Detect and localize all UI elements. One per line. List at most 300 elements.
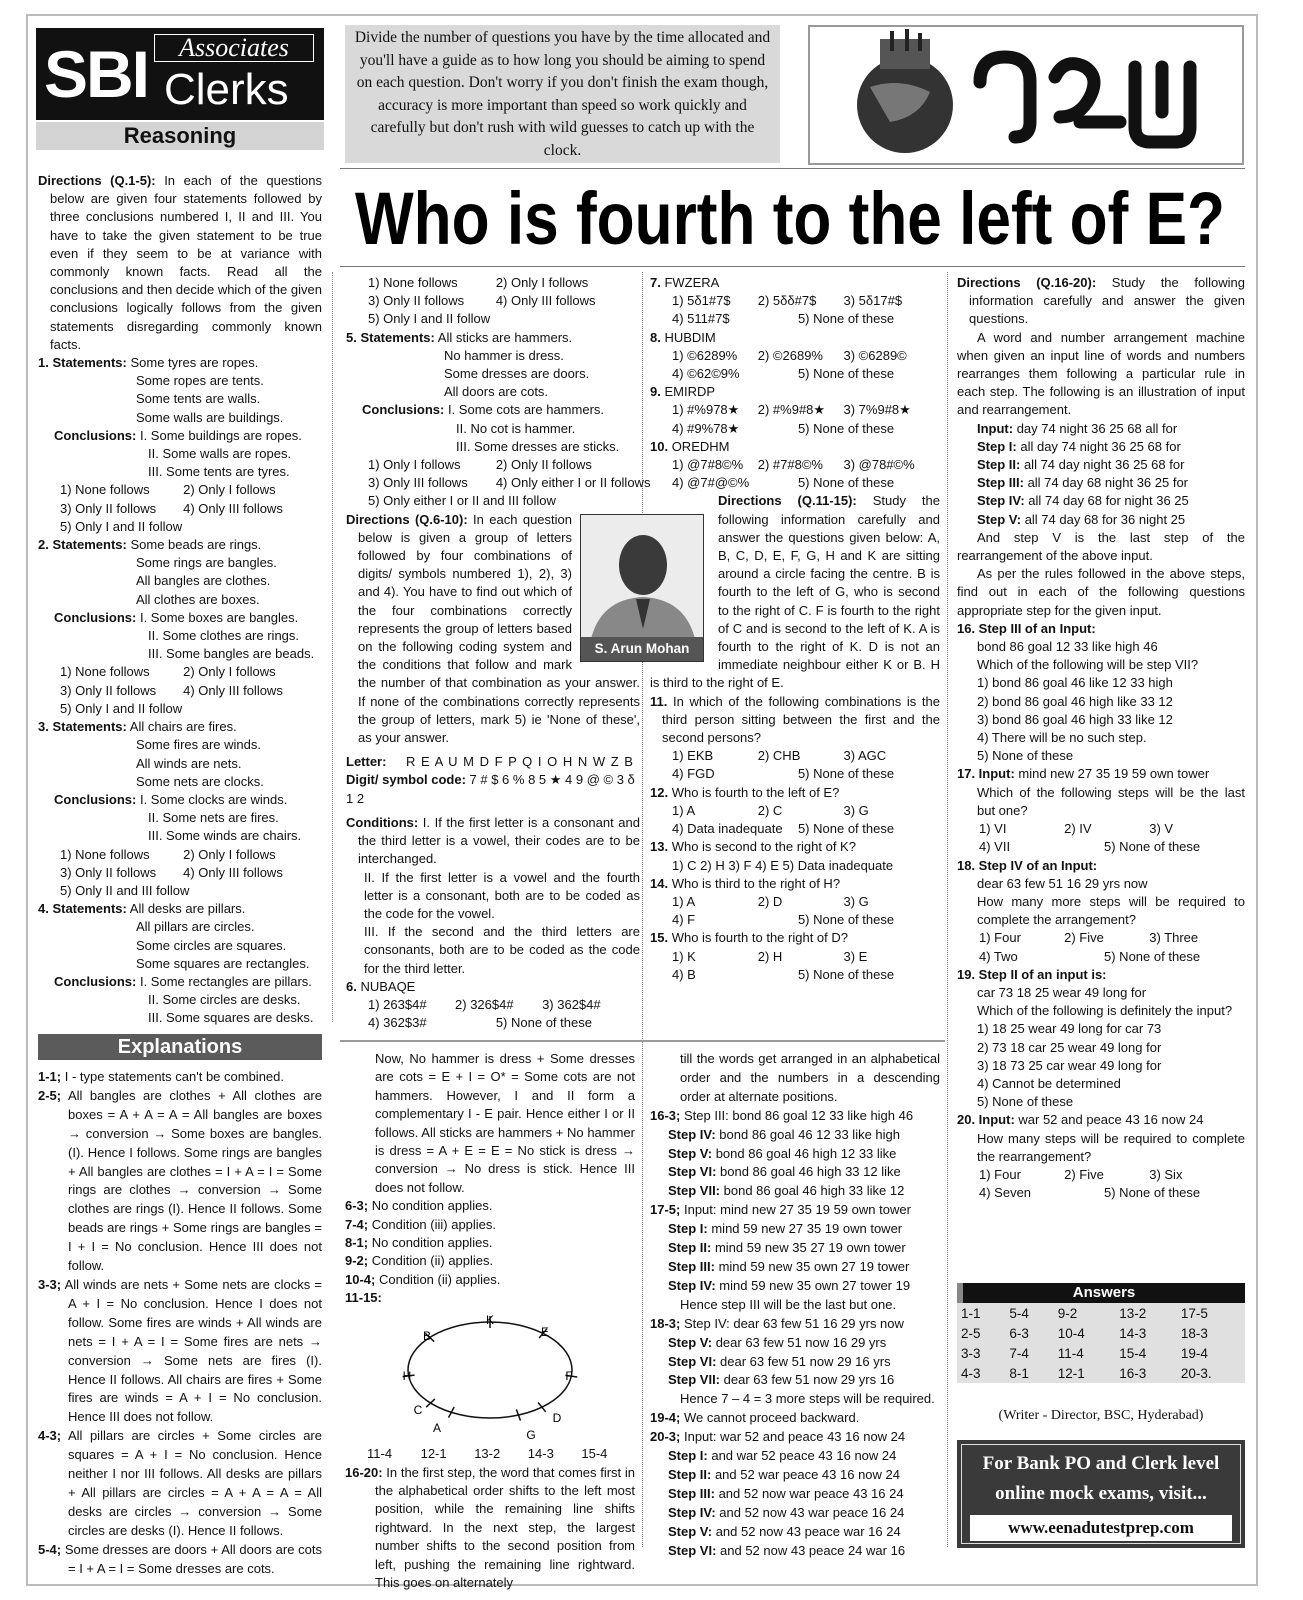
seat-label: D xyxy=(552,1410,562,1425)
answer-cell: 3-3 xyxy=(961,1345,981,1361)
question-line xyxy=(957,747,1245,765)
question-line xyxy=(957,1130,1245,1166)
conclusion-line xyxy=(346,420,640,438)
explanation-text xyxy=(346,923,640,978)
label: Step I: xyxy=(668,1448,708,1464)
seat-label: K xyxy=(485,1312,495,1327)
text: Some fires are winds. xyxy=(136,737,261,753)
text: How many more steps will be required to complete the arrangement? xyxy=(977,893,1245,928)
option: 15-4 xyxy=(581,1446,608,1462)
option: 4) Seven xyxy=(979,1185,1032,1201)
explanation xyxy=(38,1541,322,1579)
text: bond 86 goal 46 high 33 like 12 xyxy=(720,1183,905,1199)
explanation-step xyxy=(650,1258,940,1277)
label: 5. Statements: xyxy=(346,329,435,345)
option: 1) None follows xyxy=(60,664,150,680)
conclusion-line xyxy=(38,645,322,663)
paragraph xyxy=(957,529,1245,565)
option: 2) Five xyxy=(1064,930,1104,946)
conclusions xyxy=(38,609,322,627)
label: 7-4; xyxy=(345,1216,369,1232)
option: 4) Only III follows xyxy=(183,500,283,516)
option: 4) Only III follows xyxy=(183,682,283,698)
option: 4) @7#@©% xyxy=(672,475,750,491)
text: and 52 now 43 war peace 16 24 xyxy=(715,1504,905,1520)
option: 2) D xyxy=(757,893,783,909)
option: 1) 5δ1#7$ xyxy=(672,293,731,309)
label: Step VI: xyxy=(668,1164,717,1180)
text: war 52 and peace 43 16 now 24 xyxy=(1014,1112,1204,1128)
question-line xyxy=(957,693,1245,711)
explanation-step xyxy=(650,1220,940,1239)
option: 4) Only either I or II follows xyxy=(495,475,651,491)
explanation-text xyxy=(650,1296,940,1315)
option: 4) Data inadequate xyxy=(672,821,783,837)
option: 2) Only I follows xyxy=(183,482,276,498)
option: 2) Five xyxy=(1064,1166,1104,1182)
explanation xyxy=(345,1252,635,1270)
globe-logo-icon xyxy=(810,27,1242,163)
text: Which of the following will be step VII? xyxy=(977,657,1199,673)
column-divider xyxy=(642,272,643,1547)
text: In each question below is given a group of letters followed by four combinations of digits/ symbols numbered 1), 2), 3) and 4). You have to find out which of the four combinations correctly represents the group of letters based on the following coding system and the conditions that follow and mark the number of that combination as your answer. If none of the combinations correctly represents the group of letters, mark 5) ie 'None of these', as your answer. xyxy=(358,511,640,746)
option: 3) E xyxy=(843,948,868,964)
option: 5) None of these xyxy=(797,821,895,837)
text: All bangles are clothes + All clothes are boxes = A + A = A = All bangles are boxes → conversion → Some boxes are bangles. (I). Hence I follows. Some rings are bangles + All bangles are clothes = I + A = I = Some rings are clothes → conversion → Some clothes are rings (I). Hence II follows. Some beads are rings + Some rings are bangles = I + I = No conclusion. Hence III does not follow. xyxy=(61,1087,322,1274)
options-row xyxy=(957,1166,1245,1184)
text: Some rings are bangles. xyxy=(136,555,277,571)
explanation-text xyxy=(650,1390,940,1409)
option: 5) None of these xyxy=(797,966,895,982)
option: 2) C xyxy=(757,802,783,818)
option: 2) Only I follows xyxy=(183,846,276,862)
text: Who is second to the right of K? xyxy=(668,839,856,855)
option: 4) FGD xyxy=(672,766,715,782)
seating-circle-diagram xyxy=(345,1308,635,1440)
text: dear 63 few 51 16 29 yrs now xyxy=(977,875,1148,891)
label: Step III: xyxy=(668,1258,715,1274)
conclusion-line xyxy=(38,445,322,463)
statement-line xyxy=(38,591,322,609)
text: In the first step, the word that comes first in the alphabetical order shifts to the left most position, while the remaining line shifts rightward. In the next step, the largest number shifts to the second position from left, pushing the remaining line rightward. This goes on alternately xyxy=(375,1464,635,1590)
options-row xyxy=(957,948,1245,966)
option: 3) 7%9#8★ xyxy=(843,402,911,418)
label: 13. xyxy=(650,839,669,855)
question-line xyxy=(957,729,1245,747)
seat-label: B xyxy=(422,1328,432,1343)
answer-cell: 5-4 xyxy=(1009,1305,1029,1321)
text: Which of the following is definitely the input? xyxy=(977,1003,1233,1019)
explanation xyxy=(38,1427,322,1540)
text: II. No cot is hammer. xyxy=(456,420,576,436)
text: All pillars are circles + Some circles are squares = A + I = No conclusion. Hence neither I nor III follows. All desks are pillars + All pillars are circles = A + A = A = All desks are circles → conversion → Some circles are desks (I). Hence II follows. xyxy=(61,1428,322,1538)
text: How many steps will be required to complete the rearrangement? xyxy=(977,1130,1245,1164)
text: All doors are cots. xyxy=(444,384,549,400)
text: Input: mind new 27 35 19 59 own tower xyxy=(680,1202,911,1218)
option: 3) Only II follows xyxy=(60,864,157,880)
conclusion-line xyxy=(38,991,322,1009)
label: Step V: xyxy=(668,1145,713,1161)
options-row xyxy=(346,1014,640,1032)
option: 5) None of these xyxy=(797,475,895,491)
option: 4) #9%78★ xyxy=(672,420,740,436)
text: all day 74 night 36 25 68 for xyxy=(1016,438,1181,454)
text: And step V is the last step of the rearrangement of the above input. xyxy=(957,529,1245,564)
options-row xyxy=(650,893,940,911)
option: 2) #%9#8★ xyxy=(757,402,826,418)
letter-label: Letter: xyxy=(346,754,387,770)
paragraph xyxy=(957,329,1245,420)
author-name: S. Arun Mohan xyxy=(581,637,703,661)
codes-row: 7 # $ 6 % 8 5 ★ 4 9 @ © 3 δ 1 2 xyxy=(346,772,635,806)
answer-cell: 19-4 xyxy=(1180,1345,1208,1361)
text: A word and number arrangement machine when given an input line of words and numbers rearranges them following a particular rule in each step. The following is an illustration of input and rearrangement. xyxy=(957,329,1245,418)
text: and 52 now 43 peace 24 war 16 xyxy=(716,1542,906,1558)
text: mind 59 new 27 35 19 own tower xyxy=(707,1221,903,1237)
step-line xyxy=(957,456,1245,474)
options-row xyxy=(38,846,322,864)
text: 3) bond 86 goal 46 high 33 like 12 xyxy=(977,711,1173,727)
explanations-col-a xyxy=(38,1068,322,1578)
conclusion-line xyxy=(38,463,322,481)
answer-cell: 1-1 xyxy=(961,1305,981,1321)
text: All winds are nets + Some nets are clocks = A + I = No conclusion. Hence I does not follow. Some fires are winds + All winds are nets = I + A = I = Some fires are nets → conversion → Some nets are fires (I). Hence II follows. All chairs are fires + Some fires are winds = A + I = No conclusion. Hence III does not follow. xyxy=(61,1276,322,1425)
option: 3) @78#©% xyxy=(843,457,915,473)
text: and 52 now 43 peace war 16 24 xyxy=(712,1523,901,1539)
exam-tip: Divide the number of questions you have by the time allocated and you'll have a guide as to how long you should be aiming to spend on each question. Don't worry if you don't finish the exam though, accuracy is more important than speed so work quickly and carefully but don't rush with wild guesses to catch up with the clock. xyxy=(345,25,780,163)
options-row xyxy=(650,820,940,838)
options-row xyxy=(650,948,940,966)
options-row xyxy=(650,802,940,820)
explanation xyxy=(38,1087,322,1276)
label: 5-4; xyxy=(38,1541,62,1557)
label: 2-5; xyxy=(38,1087,62,1103)
options-row xyxy=(346,292,640,310)
options-row xyxy=(650,474,940,492)
option: 3) Six xyxy=(1149,1166,1183,1182)
label: 4-3; xyxy=(38,1428,62,1444)
text: FWZERA xyxy=(660,275,720,290)
directions-text xyxy=(957,274,1245,329)
directions-text xyxy=(38,172,322,354)
question xyxy=(957,857,1245,875)
options-row xyxy=(650,292,940,310)
answer-cell: 10-4 xyxy=(1057,1325,1085,1341)
answer-cell: 2-5 xyxy=(961,1325,981,1341)
label: Conclusions: xyxy=(54,427,137,443)
text: dear 63 few 51 now 29 yrs 16 xyxy=(720,1372,895,1388)
text: mind 59 new 35 27 19 own tower xyxy=(711,1240,906,1256)
option: 5) None of these xyxy=(1104,1185,1201,1201)
question-line xyxy=(957,875,1245,893)
options-row xyxy=(650,365,940,383)
explanations-col-b xyxy=(345,1050,635,1592)
option: 5) None of these xyxy=(797,420,895,436)
option: 5) Only I and II follow xyxy=(368,311,491,327)
option: 2) 326$4# xyxy=(455,996,514,1012)
statement-line xyxy=(346,383,640,401)
options-row xyxy=(957,820,1245,838)
section-divider xyxy=(340,1040,945,1042)
text: II. If the first letter is a vowel and the fourth letter is a consonant, both are to be coded as the code for the vowel. xyxy=(364,869,640,921)
question-line xyxy=(957,1020,1245,1038)
option: 3) ©6289© xyxy=(843,347,907,363)
conclusion-line xyxy=(38,1009,322,1027)
options-row xyxy=(346,492,640,510)
text: As per the rules followed in the above steps, find out in each of the following questions appropriate step for the given input. xyxy=(957,566,1245,618)
label: Step III: xyxy=(668,1485,715,1501)
text: mind 59 new 35 own 27 19 tower xyxy=(714,1258,910,1274)
option: 3) 362$4# xyxy=(542,996,601,1012)
text: Step IV: dear 63 few 51 16 29 yrs now xyxy=(680,1315,904,1331)
options-row xyxy=(650,310,940,328)
label: Step I: xyxy=(668,1221,708,1237)
option: 14-3 xyxy=(527,1446,554,1462)
answer-cell: 17-5 xyxy=(1180,1305,1208,1321)
options-row xyxy=(650,347,940,365)
text: In which of the following combinations is the third person sitting between the first and the second persons? xyxy=(662,693,940,746)
text: Step III: bond 86 goal 12 33 like high 46 xyxy=(680,1107,914,1123)
text: HUBDIM xyxy=(660,329,716,345)
question-line xyxy=(957,1002,1245,1020)
text: and 52 now war peace 43 16 24 xyxy=(714,1485,904,1501)
option: 3) Only II follows xyxy=(60,500,157,516)
text: all 74 day 68 night 36 25 for xyxy=(1023,475,1189,491)
options-row xyxy=(346,310,640,328)
answer-cell: 13-2 xyxy=(1119,1305,1147,1321)
answer-cell: 7-4 xyxy=(1009,1345,1029,1361)
question xyxy=(650,438,940,456)
answer-cell: 16-3 xyxy=(1119,1365,1147,1381)
label: Input: xyxy=(977,420,1014,436)
explanation xyxy=(345,1197,635,1215)
label: 7. xyxy=(650,275,661,290)
text: Some circles are squares. xyxy=(136,937,287,953)
question xyxy=(957,1111,1245,1129)
answers-row xyxy=(957,1363,1245,1383)
advert-url-link[interactable]: www.eenadutestprep.com xyxy=(970,1515,1232,1541)
option: 3) G xyxy=(843,802,869,818)
conclusion-line xyxy=(346,438,640,456)
text: Study the following information carefully and answer the questions given below: A, B, C, D, E, F, G, H and K are sitting around a circle facing the centre. B is fourth to the left of G, who is second to the right of C. F is fourth to the right of C and is second to the left of K. A is fourth to the right of K. D is not an immediate neighbour either K or B. H is third to the right of E. xyxy=(650,493,940,691)
answer-cell: 12-1 xyxy=(1057,1365,1085,1381)
text: III. Some dresses are sticks. xyxy=(456,438,620,454)
conclusions xyxy=(38,973,322,991)
options-row xyxy=(346,474,651,492)
option: 1) EKB xyxy=(672,748,714,764)
option: 5) Only I and II follow xyxy=(60,700,183,716)
question-line xyxy=(957,638,1245,656)
letters-row: R E A U M D F P Q I O H N W Z B xyxy=(406,754,634,770)
option: 1) K xyxy=(672,948,696,964)
options-row xyxy=(345,1445,635,1463)
step-line xyxy=(957,420,1245,438)
question xyxy=(38,354,322,372)
logo-clerks: Clerks xyxy=(164,65,289,114)
question xyxy=(650,383,940,401)
question-line xyxy=(957,656,1245,674)
question-line xyxy=(957,784,1245,820)
label: 12. xyxy=(650,784,669,800)
step-line xyxy=(957,474,1245,492)
logo-sbi: SBI xyxy=(44,37,149,111)
text: I. Some boxes are bangles. xyxy=(136,609,299,625)
label: 8. xyxy=(650,329,661,345)
text: Who is fourth to the right of D? xyxy=(668,930,848,946)
writer-credit: (Writer - Director, BSC, Hyderabad) xyxy=(998,1408,1204,1423)
explanation xyxy=(650,1409,940,1428)
text: 1) bond 86 goal 46 like 12 33 high xyxy=(977,675,1173,691)
question-line xyxy=(957,893,1245,929)
text: All bangles are clothes. xyxy=(136,573,271,589)
text: Hence step III will be the last but one. xyxy=(680,1296,897,1312)
seat-tick xyxy=(538,1402,546,1411)
answer-cell: 18-3 xyxy=(1180,1325,1208,1341)
option: 3) Only II follows xyxy=(368,293,465,309)
text: No condition applies. xyxy=(368,1235,493,1251)
explanation xyxy=(345,1289,635,1307)
label: Directions (Q.11-15): xyxy=(718,493,857,509)
options-row xyxy=(957,1184,1245,1202)
label: 20. Input: xyxy=(957,1112,1015,1128)
answer-cell: 14-3 xyxy=(1119,1325,1147,1341)
label: 6-3; xyxy=(345,1198,369,1214)
option: 4) Only III follows xyxy=(495,293,596,309)
explanation xyxy=(650,1107,940,1126)
text: mind new 27 35 19 59 own tower xyxy=(1014,766,1210,782)
option: 3) Only III follows xyxy=(368,475,468,491)
option: 2) ©2689% xyxy=(757,347,823,363)
answers-table xyxy=(957,1283,1245,1383)
text: All clothes are boxes. xyxy=(136,591,260,607)
label: Step III: xyxy=(977,475,1024,491)
label: Directions (Q.6-10): xyxy=(346,511,468,527)
options-row xyxy=(957,929,1245,947)
text: Now, No hammer is dress + Some dresses are cots = E + I = O* = Some cots are not hammers. However, I and II form a complementary I - E pair. Hence either I or II follows. All sticks are hammers + No hammer is dress = A + E = E = No stick is dress → conversion → No dress is stick. Hence III does not follow. xyxy=(375,1051,635,1195)
text: Some tents are walls. xyxy=(136,391,261,407)
step-line xyxy=(957,492,1245,510)
label: Step IV: xyxy=(977,493,1025,509)
question xyxy=(650,875,940,893)
options-row xyxy=(957,838,1245,856)
option: 1) #%978★ xyxy=(672,402,740,418)
text: All winds are nets. xyxy=(136,755,242,771)
text: all 74 day 68 for 36 night 25 xyxy=(1021,511,1186,527)
text: III. Some winds are chairs. xyxy=(148,828,302,844)
explanation-step xyxy=(650,1542,940,1561)
options-row xyxy=(38,518,322,536)
label: Conditions: xyxy=(346,814,419,830)
question-line xyxy=(957,674,1245,692)
text: Some walls are buildings. xyxy=(136,409,284,425)
column-divider xyxy=(332,272,333,1022)
text: 2) bond 86 goal 46 high like 33 12 xyxy=(977,693,1173,709)
options-row xyxy=(346,274,640,292)
explanation xyxy=(650,1315,940,1334)
option: 1) C 2) H 3) F 4) E 5) Data inadequate xyxy=(672,857,894,873)
option: 2) IV xyxy=(1064,821,1092,837)
option: 5) Only I and II follow xyxy=(60,518,183,534)
conclusion-line xyxy=(38,827,322,845)
option: 1) Only I follows xyxy=(368,457,461,473)
text: I. Some buildings are ropes. xyxy=(136,427,302,443)
options-row xyxy=(650,966,940,984)
text: Condition (ii) applies. xyxy=(375,1271,501,1287)
options-row xyxy=(650,857,940,875)
logo-associates: Associates xyxy=(154,34,314,62)
option: 3) V xyxy=(1149,821,1174,837)
text: All desks are pillars. xyxy=(126,901,246,917)
advert-line-2: online mock exams, visit... xyxy=(995,1483,1207,1504)
answer-cell: 11-4 xyxy=(1057,1345,1084,1361)
text: All pillars are circles. xyxy=(136,919,255,935)
explanation xyxy=(345,1216,635,1234)
conclusions xyxy=(346,401,640,419)
statement-line xyxy=(346,365,640,383)
explanation-step xyxy=(650,1447,940,1466)
seat-label: A xyxy=(432,1420,442,1435)
label: Directions (Q.1-5): xyxy=(38,173,156,188)
options-row xyxy=(38,663,322,681)
text: Study the following information carefully and answer the given questions. xyxy=(969,275,1245,327)
text: bond 86 goal 46 high 12 33 like xyxy=(712,1145,897,1161)
option: 2) 5δδ#7$ xyxy=(757,293,817,309)
option: 1) A xyxy=(672,893,696,909)
text: I. Some rectangles are pillars. xyxy=(136,973,312,989)
option: 4) 511#7$ xyxy=(672,311,730,327)
option: 4) ©62©9% xyxy=(672,366,740,382)
option: 13-2 xyxy=(474,1446,501,1462)
option: 4) F xyxy=(672,912,696,928)
statement-line xyxy=(38,955,322,973)
label: 14. xyxy=(650,875,669,891)
option: 2) H xyxy=(757,948,783,964)
statement-line xyxy=(346,347,640,365)
statement-line xyxy=(38,937,322,955)
text: No hammer is dress. xyxy=(444,347,564,363)
option: 1) A xyxy=(672,802,696,818)
answer-cell: 4-3 xyxy=(961,1365,981,1381)
explanation-step xyxy=(650,1334,940,1353)
question xyxy=(650,784,940,802)
label: 8-1; xyxy=(345,1235,369,1251)
label: Step V: xyxy=(668,1523,713,1539)
options-row xyxy=(650,765,940,783)
text: III. Some bangles are beads. xyxy=(148,646,315,662)
option: 5) None of these xyxy=(1104,839,1201,855)
text: Some squares are rectangles. xyxy=(136,955,310,971)
options-row xyxy=(38,500,322,518)
text: all 74 day 68 for night 36 25 xyxy=(1024,493,1189,509)
label: 6. xyxy=(346,978,357,994)
option: 5) None of these xyxy=(1104,948,1201,964)
label: 18-3; xyxy=(650,1315,681,1331)
explanations-heading: Explanations xyxy=(38,1034,322,1060)
option: 2) Only I follows xyxy=(183,664,276,680)
label: 10. xyxy=(650,438,669,454)
code-label: Digit/ symbol code: xyxy=(346,772,466,788)
question-line xyxy=(957,1093,1245,1111)
answer-cell: 20-3. xyxy=(1180,1365,1212,1381)
option: 3) AGC xyxy=(843,748,887,764)
label: Conclusions: xyxy=(362,402,445,418)
question xyxy=(38,900,322,918)
options-row xyxy=(38,481,322,499)
label: Step II: xyxy=(977,457,1021,473)
label: 17-5; xyxy=(650,1202,681,1218)
question-line xyxy=(957,984,1245,1002)
label: 10-4; xyxy=(345,1271,376,1287)
